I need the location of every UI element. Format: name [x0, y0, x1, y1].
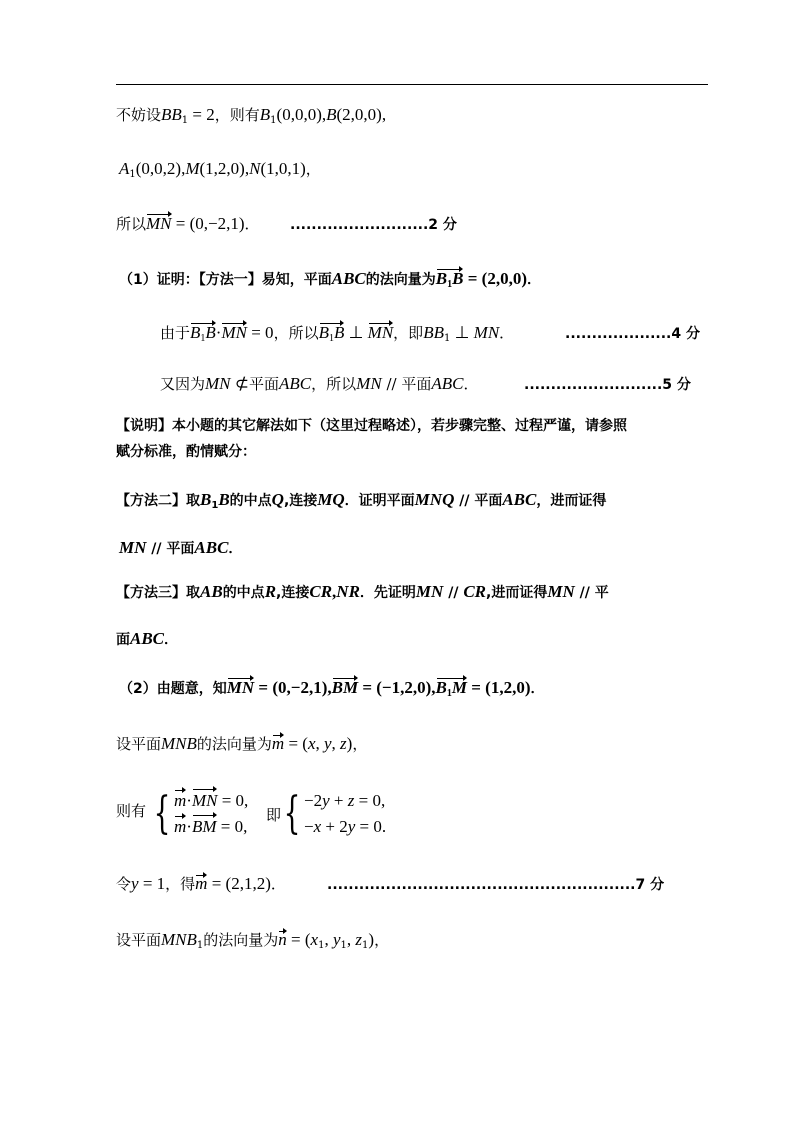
line-points-a1-m-n: $A_1(0,0,2),M(1,2,0),N(1,0,1)$，	[119, 159, 321, 180]
method3-line-1: 【方法三】取AB的中点R,连接CR,NR．先证明MN // CR,进而证得MN // 平	[116, 582, 609, 601]
system-left: { m·MN = 0, m·BM = 0,	[153, 788, 249, 839]
note-line-2: 赋分标准，酌情赋分：	[116, 444, 256, 460]
method2-line-2: MN // 平面ABC．	[119, 538, 243, 557]
line-dot-product: 由于$B_1B\cdot MN = 0$，所以$B_1B$ ⊥ MN，即$BB_1$ ⊥ MN．	[160, 322, 514, 350]
line-mn-parallel: 又因为MN ⊄平面ABC，所以MN // 平面ABC．	[160, 374, 479, 393]
score-7: ..........................................................7 分	[327, 877, 665, 893]
line-setup-points: 不妨设$BB_1 = 2$，则有$B_1(0,0,0),B(2,0,0)$,	[116, 105, 387, 126]
note-line-1: 【说明】本小题的其它解法如下（这里过程略述），若步骤完整、过程严谨，请参照	[116, 418, 627, 434]
line-normal-n: 设平面$MNB_1$的法向量为$n = (x_1$, $y_1$, $z_1$)，	[116, 930, 390, 951]
line-let-y: 令y = 1，得m = (2,1,2)．	[116, 874, 286, 893]
method3-line-2: 面ABC．	[116, 629, 179, 648]
score-2: ..........................2 分	[290, 217, 457, 233]
line-vector-mn: 所以MN = (0,−2,1)．	[116, 214, 260, 233]
part1-method1: （1）证明：【方法一】易知，平面ABC的法向量为$B_1B = (2,0,0)$．	[119, 268, 541, 296]
system-right: { −2y + z = 0, −x + 2y = 0.	[283, 788, 387, 839]
method2-line-1: 【方法二】取$B_1B$的中点Q,连接MQ．证明平面MNQ // 平面ABC，进而证得	[116, 490, 607, 511]
score-5: ..........................5 分	[524, 377, 691, 393]
score-4: ....................4 分	[565, 326, 700, 342]
line-system-ji: 即	[266, 806, 282, 824]
part2-vectors: （2）由题意，知MN = $(0,-2,1),BM = (-1,2,0),B_1M = (1,2,0)$．	[119, 677, 545, 705]
line-normal-m: 设平面MNB的法向量为m = (x, y, z)，	[116, 734, 368, 753]
line-system-label: 则有	[116, 802, 147, 820]
header-rule	[116, 84, 708, 85]
